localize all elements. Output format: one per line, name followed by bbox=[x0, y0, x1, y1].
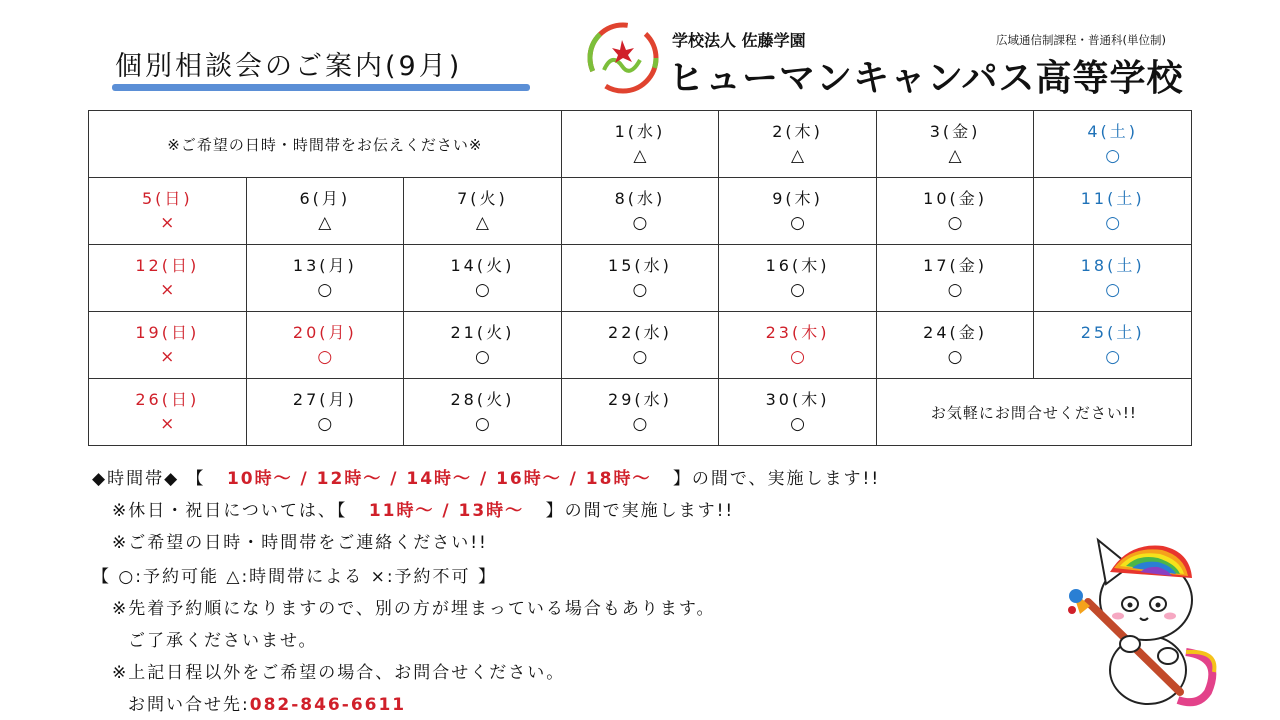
holiday-slots: 11時〜 / 13時〜 bbox=[368, 501, 525, 521]
title-underline bbox=[112, 84, 530, 91]
day-label: 10(金) bbox=[923, 189, 988, 208]
school-logo-icon bbox=[582, 22, 664, 94]
day-label: 25(土) bbox=[1080, 323, 1145, 342]
calendar-day-cell[interactable] bbox=[561, 312, 719, 379]
calendar-day-cell[interactable] bbox=[1034, 178, 1192, 245]
calendar-day-cell[interactable] bbox=[246, 312, 404, 379]
day-label: 21(火) bbox=[450, 323, 515, 342]
timeslot-suffix: 】の間で、実施します!! bbox=[672, 469, 881, 489]
calendar-day-cell[interactable] bbox=[876, 178, 1034, 245]
calendar-day-cell[interactable] bbox=[719, 178, 877, 245]
calendar-day-cell[interactable] bbox=[1034, 111, 1192, 178]
cat-mascot-icon bbox=[1058, 532, 1234, 708]
day-label: 27(月) bbox=[292, 390, 357, 409]
calendar-week-row bbox=[89, 245, 1192, 312]
availability-mark: ○ bbox=[947, 347, 963, 367]
day-label: 12(日) bbox=[135, 256, 200, 275]
day-label: 11(土) bbox=[1080, 189, 1145, 208]
availability-mark: ○ bbox=[632, 414, 648, 434]
day-label: 3(金) bbox=[929, 122, 981, 141]
first-come-note: ※先着予約順になりますので、別の方が埋まっている場合もあります。 bbox=[112, 599, 716, 619]
calendar-day-cell[interactable] bbox=[404, 379, 562, 446]
availability-mark: × bbox=[160, 213, 175, 233]
availability-mark: ○ bbox=[1105, 146, 1121, 166]
availability-mark: △ bbox=[948, 146, 962, 166]
timeslot-label: ◆時間帯◆ 【 bbox=[92, 469, 206, 489]
calendar-day-cell[interactable] bbox=[561, 379, 719, 446]
calendar-day-cell[interactable] bbox=[404, 245, 562, 312]
timeslot-line bbox=[92, 464, 880, 489]
availability-mark: △ bbox=[633, 146, 647, 166]
calendar-day-cell[interactable] bbox=[404, 178, 562, 245]
day-label: 16(木) bbox=[765, 256, 830, 275]
calendar-week-row bbox=[89, 178, 1192, 245]
day-label: 19(日) bbox=[135, 323, 200, 342]
day-label: 20(月) bbox=[292, 323, 357, 342]
holiday-line bbox=[112, 496, 734, 521]
calendar-day-cell[interactable] bbox=[561, 178, 719, 245]
availability-mark: ○ bbox=[947, 213, 963, 233]
corporation-name: 学校法人 佐藤学園 bbox=[672, 31, 806, 50]
availability-mark: ○ bbox=[317, 280, 333, 300]
day-label: 2(木) bbox=[772, 122, 823, 141]
calendar-day-cell[interactable] bbox=[246, 178, 404, 245]
calendar-day-cell[interactable] bbox=[719, 111, 877, 178]
calendar-day-cell[interactable] bbox=[1034, 312, 1192, 379]
availability-mark: ○ bbox=[1105, 280, 1121, 300]
page-title: 個別相談会のご案内(9月) bbox=[115, 51, 463, 82]
day-label: 7(火) bbox=[457, 189, 508, 208]
calendar-day-cell[interactable] bbox=[719, 312, 877, 379]
availability-mark: ○ bbox=[474, 280, 490, 300]
availability-mark: △ bbox=[475, 213, 489, 233]
day-label: 5(日) bbox=[141, 189, 193, 208]
availability-mark: △ bbox=[318, 213, 332, 233]
availability-mark: ○ bbox=[947, 280, 963, 300]
day-label: 8(水) bbox=[614, 189, 666, 208]
day-label: 23(木) bbox=[765, 323, 830, 342]
day-label: 22(水) bbox=[608, 323, 672, 342]
other-dates-note: ※上記日程以外をご希望の場合、お問合せください。 bbox=[112, 663, 566, 683]
calendar-day-cell[interactable] bbox=[719, 245, 877, 312]
availability-mark: ○ bbox=[1105, 213, 1121, 233]
timeslot-values: 10時〜 / 12時〜 / 14時〜 / 16時〜 / 18時〜 bbox=[226, 469, 652, 489]
availability-mark: △ bbox=[790, 146, 805, 166]
day-label: 29(水) bbox=[608, 390, 672, 409]
availability-mark: × bbox=[160, 280, 175, 300]
day-label: 4(土) bbox=[1087, 122, 1139, 141]
day-label: 6(月) bbox=[299, 189, 351, 208]
calendar-day-cell[interactable] bbox=[561, 245, 719, 312]
day-label: 24(金) bbox=[923, 323, 988, 342]
calendar-week-row bbox=[89, 111, 1192, 178]
calendar-day-cell[interactable] bbox=[1034, 245, 1192, 312]
availability-mark: ○ bbox=[790, 414, 805, 434]
calendar-day-cell[interactable] bbox=[89, 379, 247, 446]
day-label: 28(火) bbox=[450, 390, 515, 409]
holiday-prefix: ※休日・祝日については、【 bbox=[112, 501, 348, 521]
consultation-calendar bbox=[88, 110, 1192, 446]
contact-line bbox=[128, 690, 406, 715]
course-label: 広域通信制課程・普通科(単位制) bbox=[996, 33, 1166, 47]
day-label: 9(木) bbox=[772, 189, 823, 208]
calendar-week-row bbox=[89, 379, 1192, 446]
calendar-day-cell[interactable] bbox=[404, 312, 562, 379]
availability-mark: ○ bbox=[632, 347, 648, 367]
availability-mark: ○ bbox=[317, 414, 333, 434]
legend: 【 ○:予約可能 △:時間帯による ×:予約不可 】 bbox=[92, 567, 497, 587]
day-label: 18(土) bbox=[1080, 256, 1145, 275]
calendar-day-cell[interactable] bbox=[719, 379, 877, 446]
calendar-day-cell[interactable] bbox=[876, 312, 1034, 379]
availability-mark: ○ bbox=[790, 280, 805, 300]
calendar-body bbox=[89, 111, 1192, 446]
day-label: 13(月) bbox=[292, 256, 357, 275]
availability-mark: × bbox=[160, 414, 175, 434]
day-label: 17(金) bbox=[923, 256, 988, 275]
calendar-day-cell[interactable] bbox=[89, 312, 247, 379]
calendar-day-cell[interactable] bbox=[561, 111, 719, 178]
availability-mark: ○ bbox=[474, 414, 490, 434]
day-label: 1(水) bbox=[614, 122, 666, 141]
calendar-day-cell[interactable] bbox=[876, 111, 1034, 178]
availability-mark: ○ bbox=[790, 347, 805, 367]
day-label: 14(火) bbox=[450, 256, 515, 275]
availability-mark: ○ bbox=[790, 213, 805, 233]
day-label: 30(木) bbox=[765, 390, 830, 409]
availability-mark: ○ bbox=[1105, 347, 1121, 367]
phone-label: お問い合せ先: bbox=[128, 695, 250, 715]
availability-mark: ○ bbox=[632, 280, 648, 300]
calendar-day-cell[interactable] bbox=[246, 245, 404, 312]
calendar-day-cell[interactable] bbox=[89, 245, 247, 312]
school-name: ヒューマンキャンパス高等学校 bbox=[668, 58, 1184, 99]
calendar-day-cell[interactable] bbox=[876, 245, 1034, 312]
understand-note: ご了承くださいませ。 bbox=[128, 631, 318, 651]
closing-message-cell: お気軽にお問合せください!! bbox=[876, 379, 1191, 446]
contact-request: ※ご希望の日時・時間帯をご連絡ください!! bbox=[112, 533, 488, 553]
holiday-suffix: 】の間で実施します!! bbox=[545, 501, 735, 521]
availability-mark: ○ bbox=[474, 347, 490, 367]
availability-mark: ○ bbox=[317, 347, 333, 367]
instruction-cell: ※ご希望の日時・時間帯をお伝えください※ bbox=[89, 111, 562, 178]
calendar-week-row bbox=[89, 312, 1192, 379]
day-label: 15(水) bbox=[608, 256, 672, 275]
availability-mark: × bbox=[160, 347, 175, 367]
phone-number[interactable]: 082-846-6611 bbox=[249, 695, 407, 715]
availability-mark: ○ bbox=[632, 213, 648, 233]
calendar-day-cell[interactable] bbox=[246, 379, 404, 446]
calendar-day-cell[interactable] bbox=[89, 178, 247, 245]
day-label: 26(日) bbox=[135, 390, 200, 409]
